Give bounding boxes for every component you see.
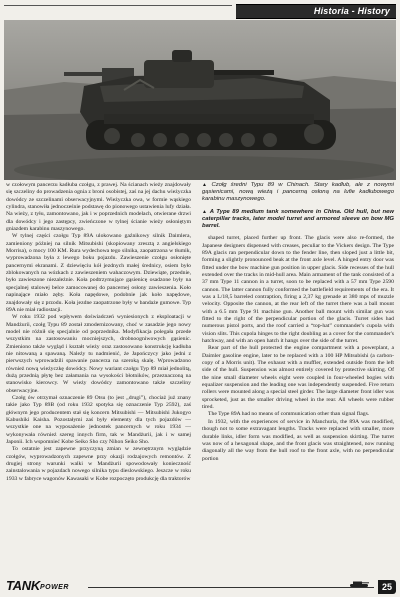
section-title: Historia - History bbox=[313, 6, 390, 16]
english-text-column bbox=[202, 182, 394, 463]
caption-polish: ▲ Czołg średni Typu 89 w Chinach. Stary kadłub, ale z nowymi gąsienicami, nową wieżą i pancerną osłoną na lufie kadłubowego karabinu maszynowego. bbox=[202, 182, 394, 203]
section-header bbox=[236, 4, 396, 19]
triangle-icon: ▲ bbox=[202, 208, 208, 215]
triangle-icon: ▲ bbox=[202, 182, 210, 188]
header-rule bbox=[4, 5, 232, 6]
polish-paragraph-4: Czołg ów otrzymał oznaczenie 89 Otsu (to jest „drugi”), chociaż już znany takie jako Typ 89B (od roku 1932 spotyka się oznaczenie Typ 2592), zaś głównym jego producentem stał się koncern Mitsubishi — Mitsubishi Jukogyo Kabushiki Kaisha. Pozostałymi zaś były elementy dla tych pojazdów — wszystkie one na wyposażenie jednostek pancernych w roku 1934 — wykonywała również szereg innych firm, tak w Mandżurii, jak i w samej Japonii. Ich wspomnieć Kobe Seiko Sho czy Nihon Seiko Sho. bbox=[6, 394, 191, 446]
footer-rule bbox=[88, 587, 374, 588]
polish-paragraph-5: To ostatnie jest zapewne przyczyną zmian w zewnętrznym wyglądzie czołgów, wyprowadzonych zapewne przy okazji rodzajowych remontów. Z drugiej strony warunki walki w Mandżurii spowodowały konieczność zainstalowania w pojazdach nowego silnika typu dieslowskiego. Jeszcze w roku 1933 w fabryce wagonów Kawasaki w Kobe rozpoczęto produkcję dla traktorów bbox=[6, 446, 191, 482]
page-number: 25 bbox=[378, 580, 396, 594]
polish-text-column bbox=[6, 182, 191, 483]
polish-paragraph-3: W roku 1932 pod wpływem doświadczeń wyniesionych z eksploatacji w Mandżurii, czołg Typu 89 został zmodernizowany, choć w zasadzie jego nowy model nie różnił się specjalnie od poprzednika. Modyfikacja polegała przede wszystkim na zastosowaniu mocniejszych, drobnoogniwowych gąsienic. Zmieniono także wygląd i kształt wieży oraz zastosowano konstrukcję kadłuba nie nitowaną a spawaną. Należy tu nadmienić, że Japończycy jako jedni z pierwszych wprowadzili spawanie pancerza na szeroką skalę. Wprowadzono również nową wieżyczkę dowódcy. Nowy wariant czołgu Typ 89 miał jednolitą, dużą przednią płytę bez załamania na wysokości błotników, przeznaczoną na stanowisko kierowcy. W wieży dowódcy zamontowano także szczeliny obserwacyjne. bbox=[6, 314, 191, 394]
english-paragraph-4: In 1932, with the experiences of service in Manchuria, the 89A was modified, though not to some extravagant lengths. Tracks were replaced with smaller, more durable links, idler form was modified, as well as suspension skirting. The turret was now of a hexagonal shape, and the front glacis was straightened, now running diagonally all the way from the hull roof to the front axle, with no perpendicular portion bbox=[202, 418, 394, 462]
tank-icon bbox=[348, 580, 370, 588]
photo-captions bbox=[202, 182, 394, 230]
english-paragraph-1: shaped turret, placed further up front. The glacis were also re-formed, the Japanese designers dispensed with creases, peculiar to the Vickers design. The Type 89A glacis ran perpendicular down to the fender line, then sloped just a little bit, forming a slightly pronounced beak at the front axle level. A hinged entry door was fitted under the bow machine gun position in upper glacis. Side recesses of the hull extended over the tracks in mid-hull area. Main armament of the tank consisted of a 37 mm Type 11 cannon in a turret, soon to be replaced with a 57 mm Type 2590 cannon. The latter cannon fully conformed the battlefield requirements of the era. It was a L/18,5 barreled contraption, firing a 2,37 kg grenade at 380 mps of muzzle velocity. Opposite the cannon, at the rear left of the turret there was a ball mount with a 6.5 mm Type 91 machine gun. Another ball mount with similar gun was fitted to the right of the perpendicular portion of the glacis. Turret sides had numerous pistol ports, and the roof carried a “top-hat” commander's cupola with vision slits. This cupola hinges to the right doubling as a cover for the commander's hatchway, and with an open hatch it hangs over the side of the turret. bbox=[202, 235, 394, 345]
polish-paragraph-2: W tylnej części czołgu Typ 89A ulokowano gaźnikowy silnik Daimlera, zamieniony później na silnik Mitsubishi (skopiowany zresztą z angielskiego Morrisa), o mocy 100 KM. Rura wydechowa tego silnika, zaopatrzona w tłumik, wyprowadzona była z lewego boku pojazdu. Zawieszenie czołgu osłonięte pancernymi ekranami. Z dziewięciu kół jezdnych małej średnicy, osiem było zblokowanych na wózkach z zawieszeniem wahaczowym. Dziewiąte, przednie, było zawieszone niezależnie. Koła podtrzymujące gąsienicę osadzone były na specjalnej stalowej belce zamocowanej do pancernej osłony zawieszenia. Koło napinające miało zęby. Koła napędowe, podobnie jak koło napędowe, znajdowały się z przodu. Koła jezdne zaopatrzone były w bandaże gumowe. Typ 89A nie miał radiostacji. bbox=[6, 233, 191, 313]
english-paragraph-3: The Type 89A had no means of communication other than signal flags. bbox=[208, 411, 370, 418]
magazine-logo: TANKPOWER bbox=[6, 578, 69, 593]
polish-paragraph-1: w czołowym pancerzu kadłuba czołgu, z prawej. Na ścianach wieży znajdowały się szczeliny do prowadzenia ognia z broni osobistej, zaś na jej dachu wieżyczka dowódcy ze szczelinami obserwacyjnymi. Wieżyczka owa, w formie wąskiego cylindra, stanowiła jednocześnie podstawę do pionowego ustawienia lufy działa. Na wieży, z tyłu, zamontowano, jak i w poprzednich modelach, otwierane drzwi dla dowódcy i jego zastępcy, zwieńczone w tylnej ścianie wieży osłoniętym gniazdem karabinu maszynowego. bbox=[6, 182, 191, 233]
english-paragraph-2: Rear part of the hull protected the engine compartment with a powerplant, a Daimler gasoline engine, later to be replaced with a 100 HP Mitsubishi (a carbon-copy of a Morris unit). The exhaust with a muffler, extended outside from the left side of the hull. Suspension was almost entirely covered by protective skirting. Of the nine small diameter wheels eight were coupled in four-wheeled bogies with equalizer suspension and the leading one was independently suspended. Five return rollers were mounted along a special steel girder. The large diameter front idler was sprocketed, just as the smaller driving wheel in the rear. All wheels were rubber tired. bbox=[202, 345, 394, 411]
caption-english: ▲ A Type 89 medium tank somewhere in China. Old hull, but new caterpillar tracks, later model turret and armored sleeve on bow MG barrel. bbox=[202, 208, 394, 230]
tank-photo bbox=[4, 20, 396, 180]
page-footer bbox=[0, 577, 400, 597]
